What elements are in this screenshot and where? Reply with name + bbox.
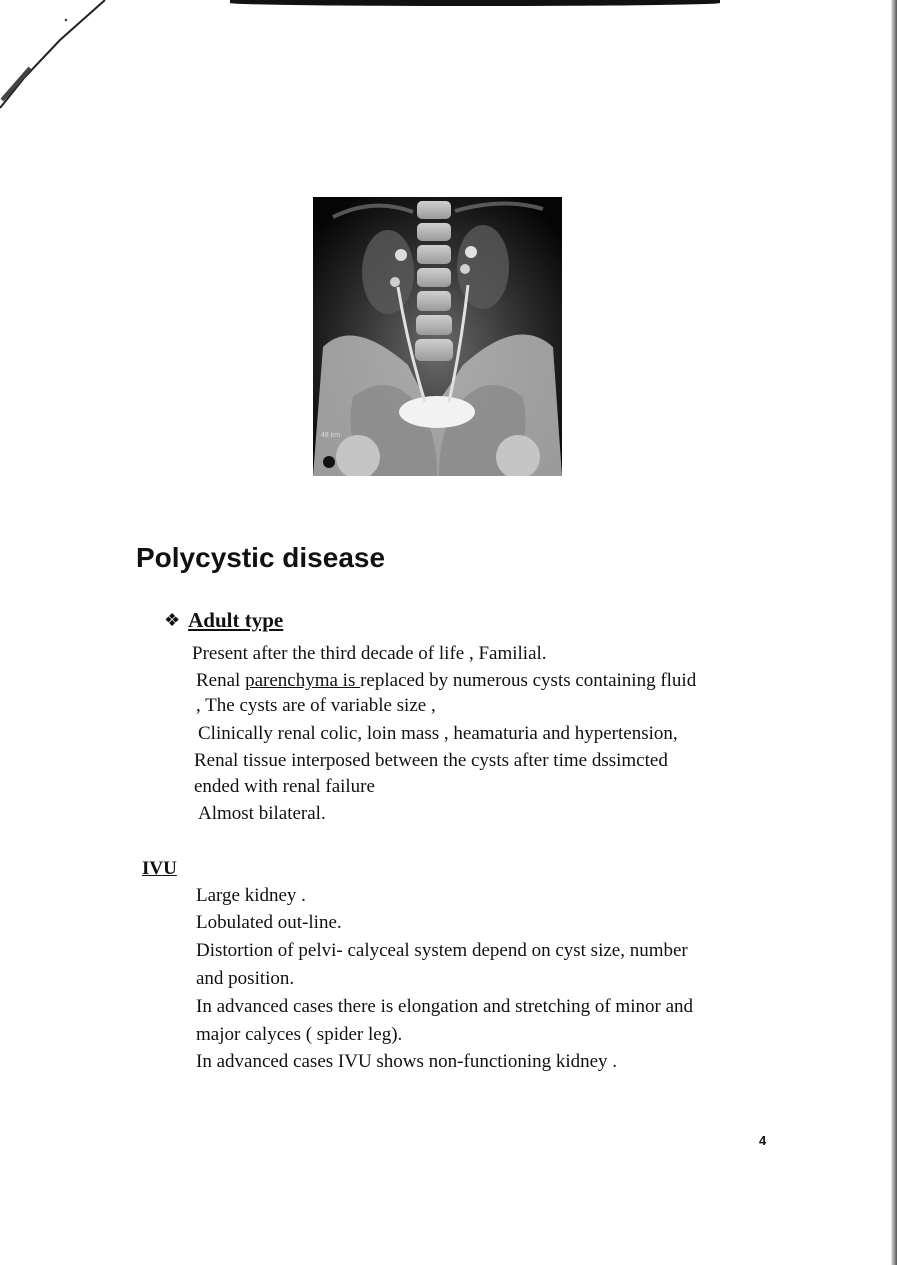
scan-top-shadow: [230, 0, 720, 6]
ivu-line-2: Lobulated out-line.: [196, 912, 342, 933]
page-number: 4: [759, 1133, 767, 1148]
adult-line-7: Almost bilateral.: [198, 803, 326, 824]
adult-line-1: Present after the third decade of life , Familial.: [192, 643, 547, 664]
adult-line-2-part-a: Renal: [196, 670, 246, 691]
adult-line-2-part-b: replaced by numerous cysts containing fluid: [360, 670, 697, 691]
ivu-heading: IVU: [142, 858, 177, 879]
adult-line-5: Renal tissue interposed between the cysts after time dssimcted: [194, 750, 668, 771]
adult-type-heading: [164, 608, 283, 633]
diamond-bullet-icon: ❖: [164, 610, 181, 630]
adult-line-3: , The cysts are of variable size ,: [196, 695, 436, 716]
ivu-line-3: Distortion of pelvi- calyceal system depend on cyst size, number: [196, 940, 688, 961]
adult-line-6: ended with renal failure: [194, 776, 375, 797]
adult-line-2: [196, 670, 696, 692]
adult-line-2-underlined: parenchyma is: [245, 670, 361, 691]
adult-line-4: Clinically renal colic, loin mass , heamaturia and hypertension,: [198, 723, 678, 744]
adult-type-label: Adult type: [188, 608, 284, 632]
xray-marker-label: 48 km: [321, 432, 341, 439]
xray-image: [313, 197, 562, 476]
page-title: Polycystic disease: [136, 542, 386, 573]
ivu-line-7: In advanced cases IVU shows non-functioning kidney .: [196, 1051, 618, 1072]
scan-right-edge-shadow: [891, 0, 897, 1265]
ivu-line-6: major calyces ( spider leg).: [196, 1024, 403, 1045]
ivu-line-4: and position.: [196, 968, 295, 989]
ivu-line-1: Large kidney .: [196, 885, 306, 906]
ivu-line-5: In advanced cases there is elongation and stretching of minor and: [196, 996, 693, 1017]
scan-corner-fold: [0, 0, 120, 120]
